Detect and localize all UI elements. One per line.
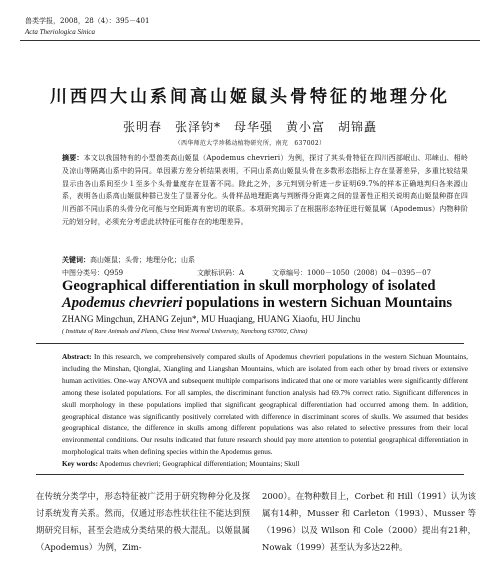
abstract-zh-label: 摘要： — [62, 154, 84, 162]
keywords-zh-label: 关键词： — [62, 256, 90, 264]
body-column-right: 2000）。在物种数目上，Corbet 和 Hill（1991）认为该属有14种，Musser 和 Carleton（1993）、Musser 等（1996）以及 Wilson 和 Cole（2000）提出有21种，Nowak（1999）甚至认为多达22种。 — [262, 491, 476, 552]
abstract-bottom-rule — [36, 474, 464, 475]
abstract-en — [62, 351, 468, 458]
title-zh: 川西四大山系间高山姬鼠头骨特征的地理分化 — [50, 87, 450, 107]
keywords-en-label: Key words: — [62, 459, 98, 468]
abstract-zh-text: 本文以我国特有的小型兽类高山姬鼠（Apodemus chevrieri）为例，探讨了其头骨特征在四川西部岷山、邛崃山、相岭及凉山等隔离山系中的异同。单因素方差分析结果表明，不同山系高山姬鼠头骨在多数形态指标上存在显著差异，多重比较结果显示由各山系间至少１至多个头骨量度存在显著不同。除此之外，多元判别分析进一步证明69.7%的样本正确地判归各来源山系，表明各山系高山姬鼠种群已发生了显著分化。头骨样品地理距离与判断得分距离之间的显著性正相关说明高山姬鼠种群在四川西部不同山系的头骨分化可能与空间距离有密切的联系。本项研究揭示了在根据形态特征进行姬鼠属（Apodemus）内物种阶元的划分时，必须充分考虑此状特征可能存在的地理差异。 — [62, 154, 468, 226]
authors-en: ZHANG Mingchun, ZHANG Zejun*, MU Huaqiang, HUANG Xiaofu, HU Jinchu — [62, 314, 361, 324]
abstract-en-text: In this research, we comprehensively compared skulls of Apodemus chevrieri populations in the western Sichuan Mountains, including the Minshan, Qionglai, Xiangling and Liangshan Mountains, which are isolated from each other by broad rivers or extensive human activities. One-way ANOVA and subsequent multiple comparisons indicated that one or more variables were significantly different among these isolated populations. For all samples, the discriminant function analysis had 69.7% correct ratio. Significant differences in skull morphology in these populations implied that significant geographical differentiation had occurred among them. In addition, geographical distance was significantly positively correlated with difference in discriminant scores of skulls. We assumed that besides geographical distance, the difference in skulls among different populations was also related to selective pressures from their local environmental conditions. Our results indicated that future research should pay more attention to potential geographical differentiation in morphological traits when defining species within the Apodemus genus. — [62, 352, 468, 457]
header-rule — [20, 40, 480, 41]
keywords-zh-text: 高山姬鼠；头骨；地理分化；山系 — [90, 256, 195, 264]
affiliation-zh: （西华师范大学珍稀动植物研究所，南充 637002） — [174, 140, 326, 147]
abstract-top-rule — [36, 343, 464, 344]
abstract-en-label: Abstract: — [62, 352, 92, 361]
journal-name-en: Acta Theriologica Sinica — [25, 28, 95, 36]
body-column-left: 在传统分类学中，形态特征被广泛用于研究物种分化及探讨系统发育关系。然而，仅通过形态性状往往不能达到预期研究目标，甚至会造成分类结果的极大混乱。以姬鼠属（Apodemus）为例，Zim- — [36, 491, 250, 552]
journal-citation: 兽类学报，2008，28（4）：395－401 — [25, 17, 150, 25]
document-code: 文献标识码：A — [197, 269, 245, 277]
clc-number: 中图分类号：Q959 — [62, 269, 124, 277]
keywords-en-text: Apodemus chevrieri; Geographical differentiation; Mountains; Skull — [97, 459, 300, 468]
authors-zh: 张明春 张泽钧* 母华强 黄小富 胡锦矗 — [122, 120, 377, 134]
title-en: Geographical differentiation in skull morphology of isolated Apodemus chevrieri populations in western Sichuan Mountains — [62, 278, 453, 311]
article-number: 文章编号：1000－1050（2008）04－0395－07 — [272, 269, 432, 277]
affiliation-en: ( Institute of Rare Animals and Plants, China West Normal University, Nanchong 637002, China) — [62, 328, 308, 335]
keywords-zh — [62, 255, 195, 265]
keywords-en — [62, 459, 300, 468]
abstract-zh — [62, 152, 468, 229]
species-name: Apodemus chevrieri — [62, 295, 183, 311]
